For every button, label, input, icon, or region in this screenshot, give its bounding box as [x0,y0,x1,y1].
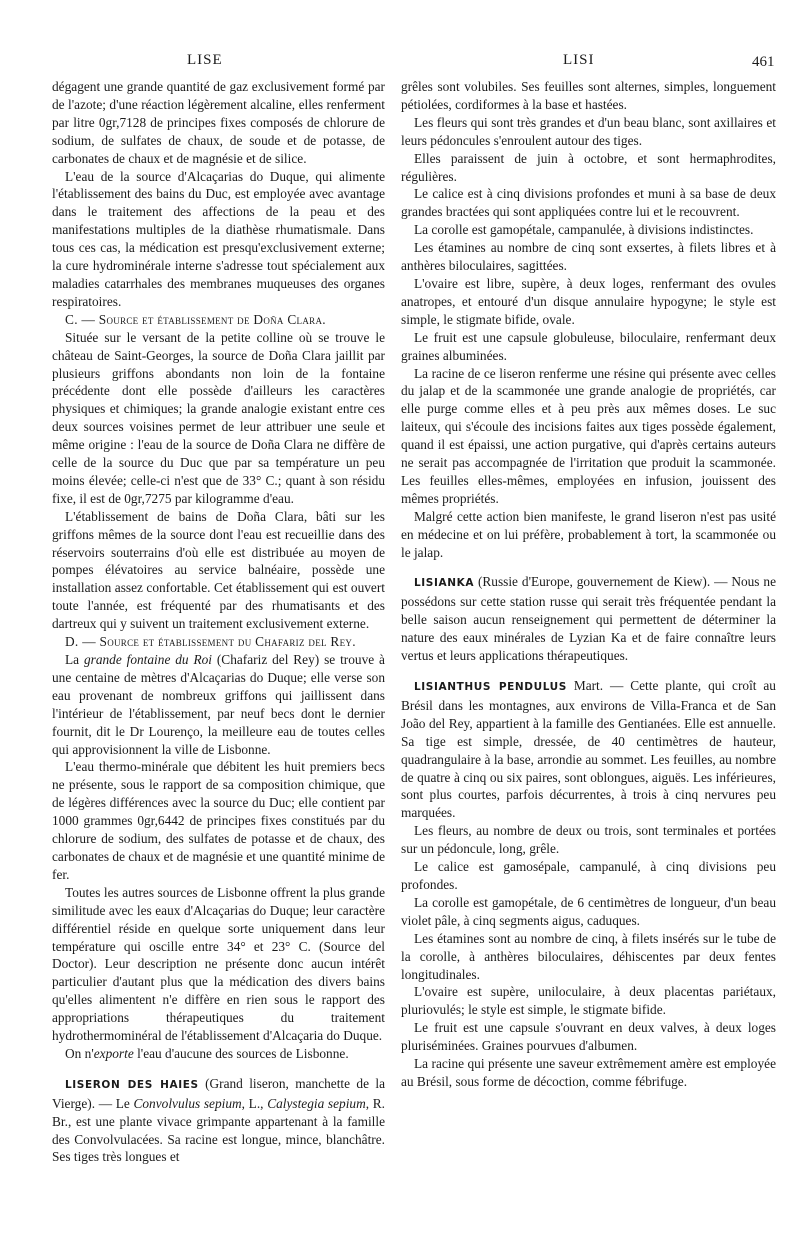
entry-lisianka [401,573,776,665]
paragraph: La corolle est gamopétale, de 6 centimètres de longueur, d'un beau violet pâle, à cinq segments aigus, caduques. [401,894,776,928]
paragraph: Le calice est gamosépale, campanulé, à cinq divisions peu profondes. [401,859,776,892]
running-header [0,52,800,72]
entry-gap [401,561,776,573]
paragraph [52,651,385,758]
entry-gap [401,665,776,677]
italic-word: exporte [93,1045,134,1061]
entry-lead-word: LISIANTHUS PENDULUS [414,681,567,693]
paragraph: L'eau de la source d'Alcaçarias do Duque, qui alimente l'établissement des bains du Duc, est employée avec avantage dans le traitement des affections de la peau et des manifestations multiples de la diathèse rhumatismale. Dans tous ces cas, la médication est presqu'exclusivement externe; la cure hydrominérale interne s'adresse tout spécialement aux maladies catarrhales des membranes muqueuses des organes respiratoires. [52,168,385,309]
entry-gap [52,1063,385,1075]
paragraph-start: La [65,652,80,667]
right-column [401,78,776,1091]
entry-lead-word: LISIANKA [414,577,475,590]
paragraph: Elles paraissent de juin à octobre, et sont hermaphrodites, régulières. [401,150,776,184]
paragraph: La racine de ce liseron renferme une résine qui présente avec celles du jalap et de la scammonée une grande analogie de propriétés, car elle purge comme elles et à peu près aux mêmes doses. Le suc laiteux, qui s'écoule des incisions faites aux tiges possède également, quand il est épaissi, une action purgative, qui d'après certains auteurs ne serait pas accompagnée de l'irritation que produit la scammonée. Les feuilles elles-mêmes, employées en infusion, jouissent des mêmes propriétés. [401,365,776,506]
paragraph-rest: l'eau d'aucune des sources de Lisbonne. [137,1045,349,1061]
entry-text: , L., [241,1095,264,1111]
paragraph: Les étamines au nombre de cinq sont exsertes, à filets libres et à anthères biloculaires, sagittées. [401,240,776,274]
paragraph: L'ovaire est libre, supère, à deux loges, renfermant des ovules anatropes, et entouré d'un disque annulaire hypogyne; le style est simple, le stigmate bifide, ovale. [401,275,776,327]
paragraph: Toutes les autres sources de Lisbonne offrent la plus grande similitude avec les eaux d'Alcaçarias do Duque; leur caractère différentiel réside en quelque sorte uniquement dans leur température qui oscille entre 34° et 23° C. (Source del Doctor). Leur description ne présente donc aucun intérêt particulier d'autant plus que la médication des divers bains qu'elles alimentent n'e diffère en rien sous le rapport des appropriations thérapeutiques du traitement hydrothermominéral de l'établissement d'Alcaçaria do Duque. [52,884,385,1044]
section-heading-d: D. — Source et établissement du Chafariz del Rey. [65,634,356,650]
species-name: Convolvulus sepium [133,1095,242,1111]
entry-liseron [52,1075,385,1167]
paragraph: L'eau thermo-minérale que débitent les huit premiers becs ne présente, sous le rapport de sa composition chimique, que de légères différences avec la source du Duc; elle contient par 1000 grammes 0gr,6442 de principes fixes constitués par du chlorure de sodium, des sulfates de potasse et de chaux, des carbonates de chaux et de magnésie et une quantité minime de fer. [52,759,385,882]
entry-text: , R. Br., est une plante vivace grimpante appartenant à la famille des Convolvulacées. Sa racine est longue, mince, blanchâtre. Ses tiges très longues et [52,1095,385,1165]
header-left-word: LISE [187,52,223,68]
entry-lisianthus [401,677,776,822]
paragraph: La racine qui présente une saveur extrêmement amère est employée au Brésil, sous forme de décoction, comme fébrifuge. [401,1056,776,1089]
paragraph: Le calice est à cinq divisions profondes et muni à sa base de deux grandes bractées qui sont appliquées contre lui et le recouvrent. [401,186,776,220]
paragraph: Les fleurs, au nombre de deux ou trois, sont terminales et portées sur un pédoncule, long, grêle. [401,823,776,857]
paragraph-start: On n' [65,1045,94,1061]
paragraph: Les fleurs qui sont très grandes et d'un beau blanc, sont axillaires et leurs pédoncules s'enroulent autour des tiges. [401,114,776,148]
paragraph: La corolle est gamopétale, campanulée, à divisions indistinctes. [414,222,754,238]
entry-text: (Russie d'Europe, gouvernement de Kiew). — Nous ne possédons sur cette station russe qui serait très fréquentée pendant la belle saison aucun renseignement qui permettent de déterminer la nature des eaux minérales de Lyzian Ka et de faire connaître leurs vertus et leurs applications thérapeutiques. [401,574,776,664]
paragraph [52,1045,385,1063]
paragraph: Située sur le versant de la petite colline où se trouve le château de Saint-Georges, la source de Doña Clara jaillit par plusieurs griffons abondants non loin de la fontaine précédente dont elle possède d'ailleurs les caractères physiques et chimiques; la grande analogie existant entre ces deux sources voisines permet de leur attribuer une seule et même origine : l'eau de la source de Doña Clara ne diffère de celle de la source du Duc que par sa température un peu moins élevée; celle-ci n'est que de 33° C.; quant à son résidu fixe, il est de 0gr,7275 par kilogramme d'eau. [52,329,385,506]
italic-title: grande fontaine du Roi [83,652,212,667]
paragraph: L'établissement de bains de Doña Clara, bâti sur les griffons mêmes de la source dont l'eau est recueillie dans des réservoirs souterrains d'où elle est distribuée au moyen de pompes élévatoires au service balnéaire, possède une installation assez confortable. Cet établissement qui est ouvert toute l'année, est fréquenté par des rhumatisants et des dartreux qui y suivent un traitement exclusivement externe. [52,508,385,632]
paragraph-rest: (Chafariz del Rey) se trouve à une centaine de mètres d'Alcaçarias do Duque; elle verse son eau provenant de nombreux griffons qui jaillissent dans l'intérieur de l'établissement, par neuf becs dont le dernier fournit, dit le Dr Lourenço, la meilleure eau de toutes celles qui approvisionnent la ville de Lisbonne. [52,652,385,757]
entry-lead-word: LISERON DES HAIES [65,1078,199,1091]
left-column [52,78,385,1166]
paragraph: L'ovaire est supère, uniloculaire, à deux placentas pariétaux, pluriovulés; le style est simple, le stigmate bifide. [401,984,776,1018]
paragraph: Les étamines sont au nombre de cinq, à filets insérés sur le tube de la corolle, à anthères biloculaires, déhiscentes par deux fentes longitudinales. [401,930,776,982]
header-right-word: LISI [563,52,595,68]
paragraph: Le fruit est une capsule s'ouvrant en deux valves, à deux loges pluriséminées. Graines pourvues d'albumen. [401,1020,776,1054]
entry-text: (Grand liseron, manchette de la Vierge). — Le [52,1075,385,1111]
species-name: Calystegia sepium [267,1095,366,1111]
paragraph: Le fruit est une capsule globuleuse, biloculaire, renfermant deux graines albuminées. [401,329,776,363]
page-number: 461 [752,54,775,70]
paragraph: Malgré cette action bien manifeste, le grand liseron n'est pas usité en médecine et on lui préfère, probablement à tort, la scammonée ou le jalap. [401,508,776,560]
section-heading-c: C. — Source et établissement de Doña Clara. [65,311,326,327]
entry-text: Mart. — Cette plante, qui croît au Brésil dans les montagnes, aux environs de Villa-Franca et de San João del Rey, appartient à la famille des Gentianées. Elle est annuelle. Sa tige est simple, dressée, de 40 centimètres de hauteur, quadrangulaire à la base, arrondie au sommet. Les feuilles, au nombre de quatre à cinq ou six paires, sont oblongues, aiguës. Les inférieures, sont plus courtes, parfois décurrentes, à trois à cinq nervures peu marquées. [401,678,776,821]
paragraph: grêles sont volubiles. Ses feuilles sont alternes, simples, longuement pétiolées, cordiformes à la base et hastées. [401,79,776,112]
paragraph: dégagent une grande quantité de gaz exclusivement formé par de l'azote; d'une réaction légèrement alcaline, elles renferment par litre 0gr,7128 de principes fixes composés de chlorure de sodium, de sulfates de chaux, de soude et de potasse, de carbonates de chaux et de magnésie et de silice. [52,79,385,166]
